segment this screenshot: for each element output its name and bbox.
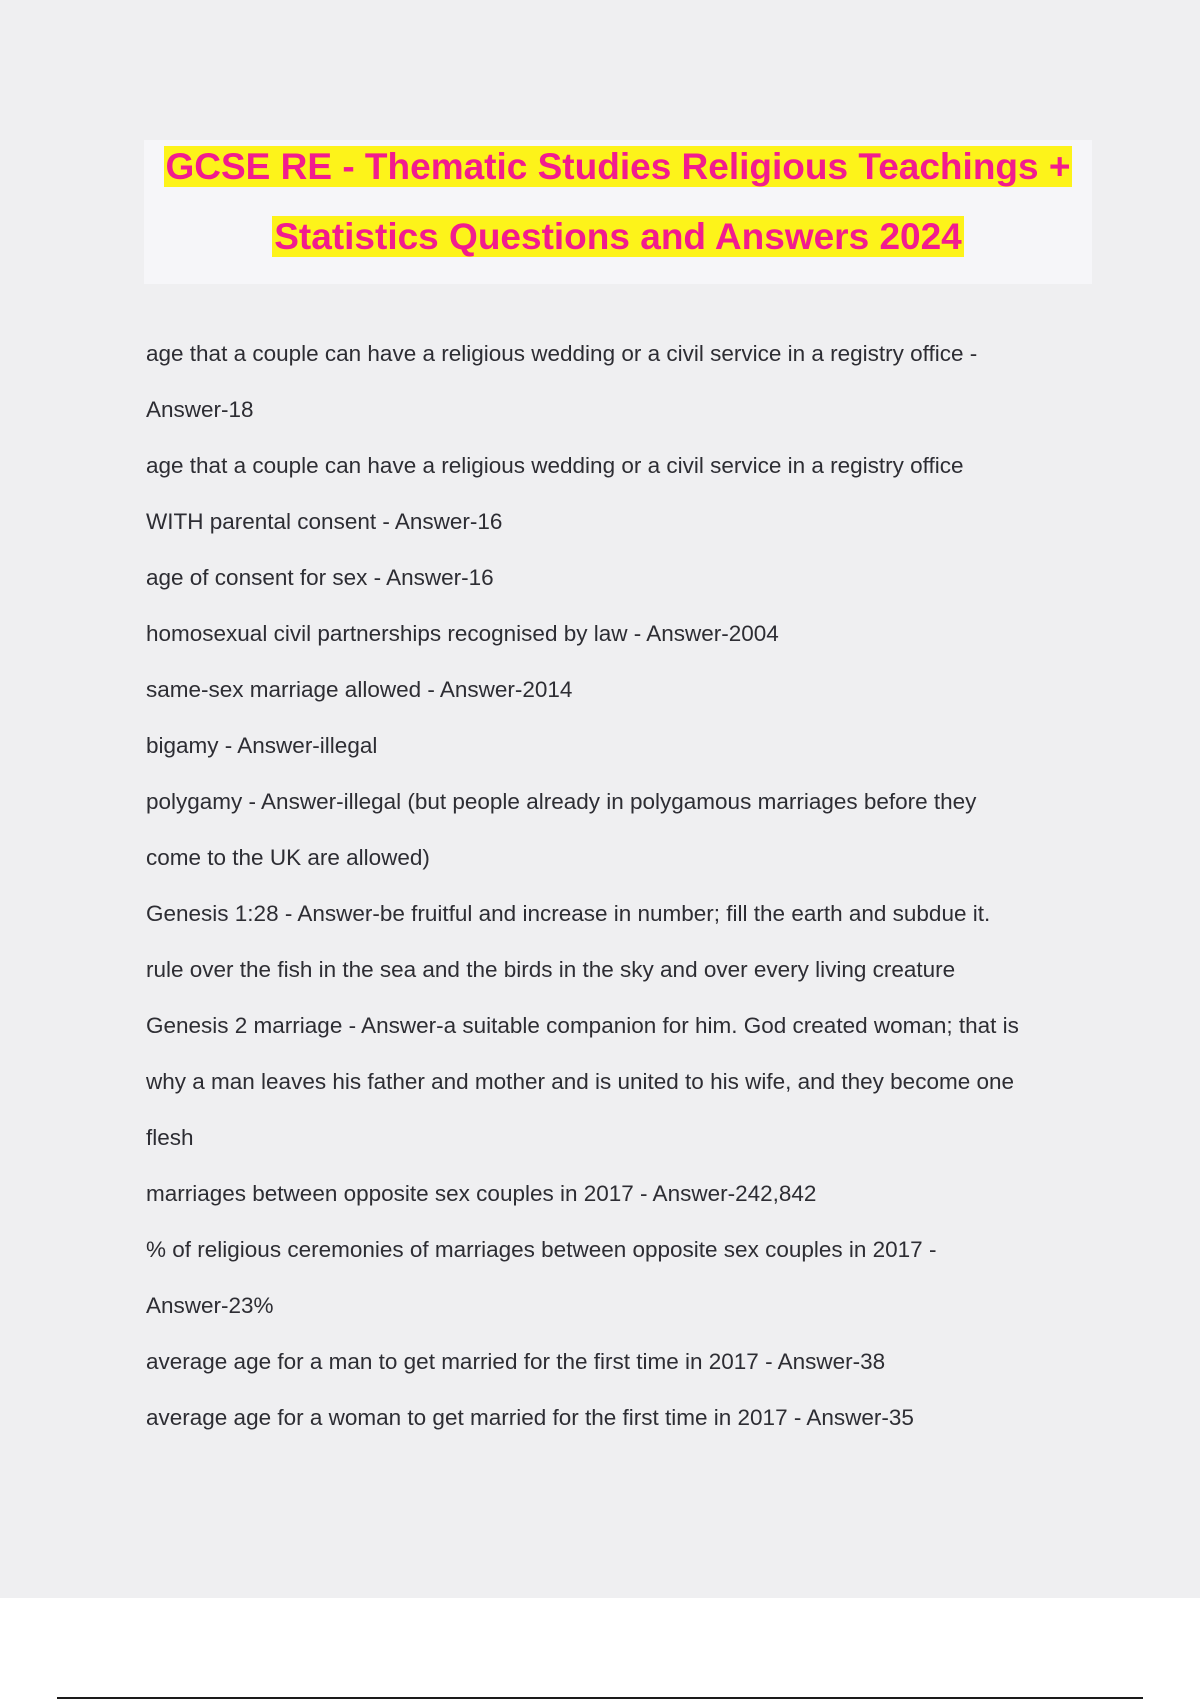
page-divider	[57, 1697, 1143, 1699]
title-line-2-text: Statistics Questions and Answers 2024	[274, 216, 962, 257]
body-line: why a man leaves his father and mother and is united to his wife, and they become one	[146, 1069, 1015, 1094]
body-line: flesh	[146, 1125, 194, 1150]
body-line: Genesis 2 marriage - Answer-a suitable companion for him. God created woman; that is	[146, 1013, 1019, 1038]
body-line: Answer-18	[146, 397, 254, 422]
document-body	[146, 331, 1106, 1451]
title-line-1-text: GCSE RE - Thematic Studies Religious Teachings +	[165, 146, 1071, 187]
body-line: WITH parental consent - Answer-16	[146, 509, 503, 534]
body-line: Genesis 1:28 - Answer-be fruitful and increase in number; fill the earth and subdue it.	[146, 901, 991, 926]
body-line: age that a couple can have a religious wedding or a civil service in a registry office	[146, 453, 964, 478]
body-line: bigamy - Answer-illegal	[146, 733, 378, 758]
body-line: rule over the fish in the sea and the birds in the sky and over every living creature	[146, 957, 956, 982]
document-title	[144, 140, 1092, 284]
title-line-2	[144, 214, 1092, 260]
body-line: age that a couple can have a religious wedding or a civil service in a registry office -	[146, 341, 978, 366]
body-line: come to the UK are allowed)	[146, 845, 430, 870]
body-line: polygamy - Answer-illegal (but people already in polygamous marriages before they	[146, 789, 977, 814]
body-line: average age for a man to get married for the first time in 2017 - Answer-38	[146, 1349, 886, 1374]
body-line: Answer-23%	[146, 1293, 274, 1318]
body-line: marriages between opposite sex couples in 2017 - Answer-242,842	[146, 1181, 817, 1206]
body-line: homosexual civil partnerships recognised by law - Answer-2004	[146, 621, 779, 646]
title-line-1	[144, 144, 1092, 190]
body-line: age of consent for sex - Answer-16	[146, 565, 494, 590]
body-line: same-sex marriage allowed - Answer-2014	[146, 677, 573, 702]
body-line: % of religious ceremonies of marriages between opposite sex couples in 2017 -	[146, 1237, 937, 1262]
body-line: average age for a woman to get married for the first time in 2017 - Answer-35	[146, 1405, 914, 1430]
